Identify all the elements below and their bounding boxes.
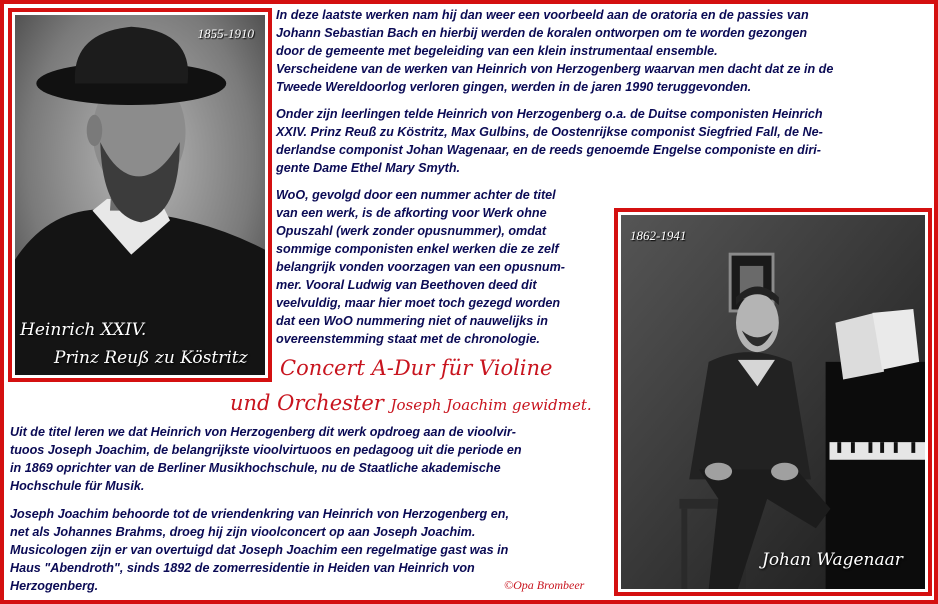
paragraph-oratoria: In deze laatste werken nam hij dan weer een voorbeeld aan de oratoria en de passies van Johann Sebastian Bach en hierbij werden de koralen ontworpen om te worden gezongen door de gemeente met begeleiding van een klein instrumentaal ensemble. Verscheidene van de werken van Heinrich von Herzogenberg waarvan men dacht dat ze in de Tweede Wereldoorlog verloren gingen, werden in de jaren 1990 teruggevonden. — [276, 8, 834, 94]
concert-heading-line1: Concert A-Dur für Violine — [280, 356, 553, 380]
copyright-text: ©Opa Brombeer — [504, 578, 585, 592]
left-photo-frame — [8, 8, 272, 382]
left-photo-caption-line1: Heinrich XXIV. — [20, 320, 147, 340]
left-photo-years: 1855-1910 — [197, 26, 254, 41]
concert-heading-main: und Orchester — [230, 391, 384, 415]
right-photo-frame — [614, 208, 932, 596]
right-photo-caption: Johan Wagenaar — [762, 550, 903, 570]
paragraph-woo: WoO, gevolgd door een nummer achter de titel van een werk, is de afkorting voor Werk ohne Opuszahl (werk zonder opusnummer), omdat sommige componisten enkel werken die ze zelf belangrijk vonden voorzagen van een opusnum- mer. Vooral Ludwig van Beethoven deed dit veelvuldig, maar hier moet toch gezegd worden dat een WoO nummering niet of nauwelijks in overeenstemming staat met de chronologie. — [276, 188, 566, 346]
right-photo-years: 1862-1941 — [630, 228, 687, 243]
paragraph-opdracht: Uit de titel leren we dat Heinrich von Herzogenberg dit werk opdroeg aan de vioolvir- tuoos Joseph Joachim, de belangrijkste vioolvirtuoos en pedagoog uit die periode en in 1869 oprichter van de Berliner Musikhochschule, nu de Staatliche akademische Hochschule für Musik. — [10, 425, 522, 493]
portrait-johan-wagenaar — [621, 215, 925, 589]
concert-heading-dedication: Joseph Joachim gewidmet. — [390, 396, 592, 414]
left-photo-caption-line2: Prinz Reuß zu Köstritz — [54, 348, 248, 368]
paragraph-vriendenkring: Joseph Joachim behoorde tot de vriendenkring van Heinrich von Herzogenberg en, net als Johannes Brahms, droeg hij zijn vioolconcert op aan Joseph Joachim. Musicologen zijn er van overtuigd dat Joseph Joachim een regelmatige gast was in Haus "Abendroth", sinds 1892 de zomerresidentie in Heiden van Heinrich von Herzogenberg. — [10, 507, 509, 593]
paragraph-leerlingen: Onder zijn leerlingen telde Heinrich von Herzogenberg o.a. de Duitse componisten Heinrich XXIV. Prinz Reuß zu Köstritz, Max Gulbins, de Oostenrijkse componist Siegfried Fall, de Ne- derlandse componist Johan Wagenaar, en de reeds genoemde Engelse componiste en diri- gente Dame Ethel Mary Smyth. — [276, 107, 823, 175]
concert-heading-line2 — [230, 391, 592, 415]
